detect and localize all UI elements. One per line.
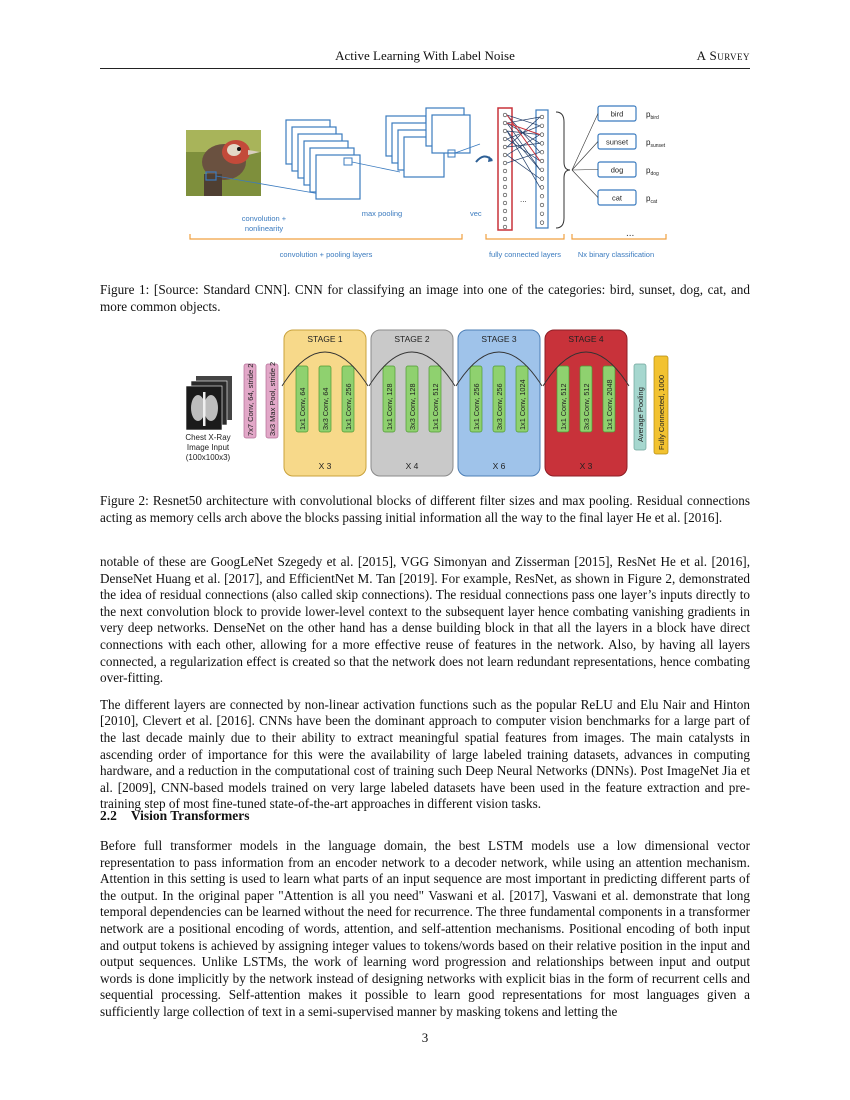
- vec-node: [503, 121, 507, 125]
- vec-node: [503, 193, 507, 197]
- figure-2-caption: Figure 2: Resnet50 architecture with convolutional blocks of different filter sizes and max pooling. Residual connections acting as memory cells arch above the blocks passing initial information all the way to the final layer He et al. [2016].: [100, 493, 750, 525]
- conv-layer-label: 1x1 Conv, 1024: [518, 379, 527, 430]
- class-outputs: [572, 106, 666, 205]
- conv-pool-bracket: [190, 234, 462, 239]
- input-label-2: Image Input: [186, 443, 230, 452]
- input-label-3: (100x100x3): [185, 453, 231, 462]
- section-title: Vision Transformers: [130, 808, 250, 823]
- label-fully-connected: fully connected layers: [488, 250, 562, 259]
- paragraph-2: The different layers are connected by non-linear activation functions such as the popular ReLU and Elu Nair and Hinton [2010], Clevert et al. [2016]. CNNs have been the dominant approach to computer vision benchmarks for a large part of the last decade mainly due to their ability to extract meaningful spatial features from images. The main catalysts in ascending order of importance for this were the availability of large labeled training datasets, advances in computing hardware, and a reduction in the computational cost of training such Deep Neural Networks (DNNs). Post ImageNet Jia et al. [2009], CNN-based models trained on very large labeled datasets have been used in the feature extraction and pre-training step of most fine-tuned state-of-the-art approaches in different vision tasks.: [100, 696, 750, 812]
- conv-layer-label: 3x3 Conv, 64: [321, 387, 330, 430]
- hidden-node: [540, 142, 544, 146]
- class-probability: $p_{dog}$: [646, 166, 659, 177]
- output-brace: [556, 112, 570, 228]
- label-max-pooling: max pooling: [361, 209, 403, 218]
- vec-node: [503, 129, 507, 133]
- vec-node: [503, 217, 507, 221]
- stage-repeat: X 4: [405, 461, 419, 471]
- feature-maps-3: [426, 108, 470, 153]
- running-header: [100, 48, 750, 68]
- hidden-node: [540, 212, 544, 216]
- figure-2-diagram: [180, 326, 680, 478]
- vec-node: [503, 169, 507, 173]
- conv-layer-label: 1x1 Conv, 512: [431, 383, 440, 430]
- class-link: [572, 170, 598, 198]
- resnet-stages: [282, 330, 629, 476]
- vec-node: [503, 137, 507, 141]
- bird-photo: [186, 130, 261, 196]
- figure-1-diagram: [180, 100, 670, 265]
- hidden-node: [540, 168, 544, 172]
- classification-bracket: [572, 234, 666, 239]
- stage-title: STAGE 3: [481, 334, 517, 344]
- hidden-node: [540, 115, 544, 119]
- avg-pool-label: Average Pooling: [636, 387, 645, 442]
- header-rule: [100, 68, 750, 69]
- pre-layer-pool-label: 3x3 Max Pool, stride 2: [268, 361, 277, 436]
- stage-title: STAGE 4: [568, 334, 604, 344]
- label-conv-nonlin-1: convolution +: [241, 214, 287, 223]
- hidden-node: [540, 150, 544, 154]
- vec-node: [503, 113, 507, 117]
- conv-feature-maps: [286, 120, 360, 199]
- vec-node: [503, 225, 507, 229]
- label-binary-classification: Nx binary classification: [577, 250, 655, 259]
- figure-1: [180, 100, 670, 265]
- conv-layer-label: 1x1 Conv, 512: [559, 383, 568, 430]
- stage-1: [282, 330, 368, 476]
- stage-3: [456, 330, 542, 476]
- conv-layer-label: 1x1 Conv, 2048: [605, 379, 614, 430]
- running-title: Active Learning With Label Noise: [335, 48, 515, 63]
- label-conv-pool-layers: convolution + pooling layers: [279, 250, 373, 259]
- label-conv-nonlin-2: nonlinearity: [244, 224, 284, 233]
- page-number: 3: [421, 1030, 429, 1045]
- fc-label: Fully Connected, 1000: [657, 374, 666, 450]
- conv-layer-label: 3x3 Conv, 256: [495, 383, 504, 430]
- running-header-right: A Survey: [696, 48, 750, 63]
- section-heading: [100, 808, 250, 824]
- vec-node: [503, 177, 507, 181]
- pre-layer-conv-label: 7x7 Conv, 64, stride 2: [246, 363, 255, 436]
- hidden-node: [540, 221, 544, 225]
- conv-layer-label: 1x1 Conv, 256: [344, 383, 353, 430]
- hidden-node: [540, 203, 544, 207]
- class-output-cat: [598, 190, 658, 205]
- label-vec: vec: [470, 209, 482, 218]
- class-label: dog: [610, 165, 624, 175]
- vec-node: [503, 185, 507, 189]
- class-ellipsis: ...: [626, 228, 635, 239]
- xray-image-stack: [186, 376, 232, 430]
- paragraph-3: Before full transformer models in the language domain, the best LSTM models use a low dimensional vector representation to pass information from an encoder network to a decoder network, while using an attention mechanism. Attention in this setting is used to learn what parts of an input sequence are most important in predicting different parts of the output. In the original paper "Attention is all you need" Vaswani et al. [2017], Vaswani et al. demonstrate that long temporal dependencies can be learned without the need for recurrence. The three fundamental components in a transformer network are a positional encoding of words, attention, and self-attention mechanisms. Positional encoding of both input and output tokens is achieved by assigning integer values to tokens/words based on their relative position in the input and output sequences. Unlike LSTMs, the work of learning word progression and relationships between input and output words is done implicitly by the network instead of designing networks with explicit bias in the form of recurrent cells and sequential processing. Self-attention makes it possible to learn good representations for most languages given a sufficiently large collection of text in a semi-supervised manner by masking tokens and letting the: [100, 838, 750, 1019]
- stage-4: [543, 330, 629, 476]
- hidden-node: [540, 159, 544, 163]
- figure-2: [180, 326, 680, 478]
- conv-layer-label: 3x3 Conv, 128: [408, 383, 417, 430]
- hidden-node: [540, 133, 544, 137]
- hidden-node: [540, 194, 544, 198]
- hidden-node: [540, 124, 544, 128]
- conv-layer-label: 1x1 Conv, 64: [298, 387, 307, 430]
- vec-nodes: [503, 113, 507, 229]
- conv-layer-label: 3x3 Conv, 512: [582, 383, 591, 430]
- vec-node: [503, 145, 507, 149]
- figure-1-caption: Figure 1: [Source: Standard CNN]. CNN for classifying an image into one of the categories: bird, sunset, dog, cat, and more common objects.: [100, 282, 750, 314]
- class-output-bird: [598, 106, 659, 121]
- class-label: sunset: [605, 137, 629, 147]
- class-probability: $p_{cat}$: [646, 194, 658, 205]
- stage-repeat: X 3: [318, 461, 332, 471]
- section-number: 2.2: [100, 808, 117, 823]
- class-probability: $p_{sunset}$: [646, 138, 666, 149]
- hidden-node: [540, 186, 544, 190]
- stage-title: STAGE 1: [307, 334, 343, 344]
- stage-repeat: X 6: [492, 461, 506, 471]
- vec-node: [503, 201, 507, 205]
- input-label-1: Chest X-Ray: [185, 433, 231, 442]
- hidden-node: [540, 177, 544, 181]
- body-section-1: [100, 554, 750, 823]
- class-output-sunset: [598, 134, 666, 149]
- class-link: [572, 170, 598, 171]
- vec-node: [503, 209, 507, 213]
- conv-layer-label: 1x1 Conv, 128: [385, 383, 394, 430]
- fc-dots: ...: [520, 195, 527, 204]
- paragraph-1: notable of these are GoogLeNet Szegedy et al. [2015], VGG Simonyan and Zisserman [2015], ResNet He et al. [2016], DenseNet Huang et al. [2017], and EfficientNet M. Tan [2019]. For example, ResNet, as shown in Figure 2, demonstrated the idea of residual connections (also called skip connections). The residual connections pass one layer’s inputs directly to the next convolution block to provide lower-level context to the subsequent layer hence combating vanishing gradients in very deep networks. DenseNet on the other hand has a dense building block in that all the layers in a block have direct connections with each other, allowing for a more effective reuse of features in the network. Also, by having all layers connected, a regularization effect is created so that the network does not learn redundant representations, hence combating over-fitting.: [100, 554, 750, 686]
- body-section-2: [100, 838, 750, 1031]
- class-probability: $p_{bird}$: [646, 110, 659, 121]
- stage-2: [369, 330, 455, 476]
- vec-node: [503, 161, 507, 165]
- stage-title: STAGE 2: [394, 334, 430, 344]
- class-link: [572, 142, 598, 171]
- class-output-dog: [598, 162, 659, 177]
- conv-layer-label: 1x1 Conv, 256: [472, 383, 481, 430]
- vec-node: [503, 153, 507, 157]
- class-label: bird: [610, 109, 624, 119]
- stage-repeat: X 3: [579, 461, 593, 471]
- class-label: cat: [611, 193, 623, 203]
- fc-bracket: [486, 234, 564, 239]
- class-link: [572, 114, 598, 171]
